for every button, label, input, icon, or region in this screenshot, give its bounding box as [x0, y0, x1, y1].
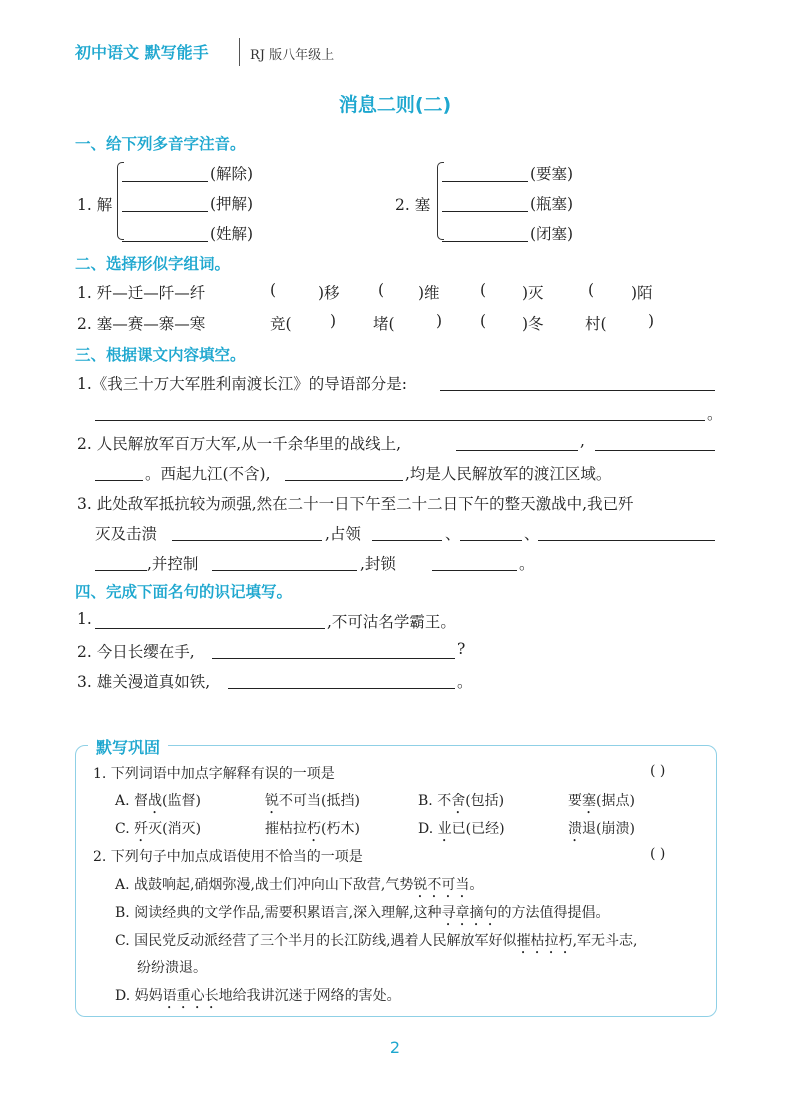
reading-label: (瓶塞) [530, 195, 574, 213]
similar-chars-row: 2. 塞—赛—寨—寒 [77, 315, 206, 333]
header-divider [239, 38, 240, 66]
blank-paren: ( [270, 281, 277, 299]
series-title: 初中语文 默写能手 [75, 43, 209, 62]
edition-label: RJ 版八年级上 [250, 48, 335, 63]
sentence-option-b: B. 阅读经典的文学作品,需要积累语言,深入理解,这种寻章摘句的方法值得提倡。 [115, 905, 610, 921]
reading-label: (要塞) [530, 165, 574, 183]
blank-line [122, 211, 208, 212]
answer-paren: ( ) [650, 763, 666, 779]
option-4: 要塞(据点) [568, 793, 635, 809]
sentence-option-c: C. 国民党反动派经营了三个半月的长江防线,遇着人民解放军好似摧枯拉朽,军无斗志, [115, 933, 638, 949]
blank-paren: ( [480, 312, 487, 330]
blank-word: )灭 [522, 284, 544, 302]
blank-line [372, 540, 442, 541]
page-title: 消息二则(二) [338, 94, 452, 116]
punctuation: 。 [457, 673, 473, 691]
blank-line [442, 211, 528, 212]
fill-text: ,均是人民解放军的渡江区域。 [405, 465, 612, 483]
blank-line [442, 181, 528, 182]
fill-text: ,占领 [325, 525, 361, 543]
option-1: A. 督战(监督) [115, 793, 201, 809]
punctuation: 。 [519, 555, 535, 573]
brace-2 [437, 162, 444, 240]
blank-word: )维 [418, 284, 440, 302]
blank-paren: ) [436, 312, 443, 330]
fill-question-2: 2. 人民解放军百万大军,从一千余华里的战线上, [77, 435, 402, 453]
mc-question-1: 1. 下列词语中加点字解释有误的一项是 [93, 766, 335, 782]
blank-paren: ( [378, 281, 385, 299]
fill-text: 。西起九江(不含), [145, 465, 271, 483]
section-heading-2: 二、选择形似字组词。 [75, 255, 231, 273]
answer-paren: ( ) [650, 846, 666, 862]
punctuation: 、 [445, 525, 461, 543]
blank-line [95, 628, 325, 629]
blank-line [595, 450, 715, 451]
blank-line [212, 658, 455, 659]
punctuation: 。 [707, 405, 723, 423]
mc-question-2: 2. 下列句子中加点成语使用不恰当的一项是 [93, 849, 363, 865]
blank-line [95, 480, 143, 481]
blank-word: )陌 [631, 284, 653, 302]
option-2: 锐不可当(抵挡) [265, 793, 360, 809]
blank-word: 竞( [270, 315, 292, 333]
blank-word: )冬 [522, 315, 544, 333]
blank-paren: ( [480, 281, 487, 299]
q2-character: 2. 塞 [395, 196, 431, 214]
blank-line [440, 390, 715, 391]
blank-line [212, 570, 357, 571]
page-number: 2 [389, 1038, 401, 1057]
reading-label: (闭塞) [530, 225, 574, 243]
famous-line: 2. 今日长缨在手, [77, 643, 195, 661]
blank-word: 堵( [373, 315, 395, 333]
blank-word: )移 [318, 284, 340, 302]
box-label: 默写巩固 [88, 735, 168, 758]
blank-line [432, 570, 517, 571]
blank-line [442, 241, 528, 242]
blank-line [122, 181, 208, 182]
option-6: 摧枯拉朽(朽木) [265, 821, 360, 837]
brace-1 [117, 162, 124, 240]
section-heading-3: 三、根据课文内容填空。 [75, 346, 246, 364]
fill-text: ,并控制 [147, 555, 199, 573]
fill-question-3: 3. 此处敌军抵抗较为顽强,然在二十一日下午至二十二日下午的整天激战中,我已歼 [77, 495, 634, 513]
reading-label: (姓解) [210, 225, 254, 243]
blank-paren: ( [588, 281, 595, 299]
section-heading-1: 一、给下列多音字注音。 [75, 135, 246, 153]
option-3: B. 不舍(包括) [418, 793, 505, 809]
blank-line [228, 688, 455, 689]
fill-text: ,封锁 [360, 555, 396, 573]
blank-word: 村( [585, 315, 607, 333]
option-7: D. 业已(已经) [418, 821, 505, 837]
sentence-option-c-cont: 纷纷溃退。 [137, 960, 207, 976]
punctuation: ? [457, 640, 466, 658]
blank-line [95, 570, 147, 571]
punctuation: , [580, 432, 585, 450]
blank-line [538, 540, 715, 541]
sentence-option-a: A. 战鼓响起,硝烟弥漫,战士们冲向山下敌营,气势锐不可当。 [115, 877, 484, 893]
famous-line: ,不可沽名学霸王。 [327, 613, 456, 631]
blank-line [285, 480, 403, 481]
question-number: 1. [77, 610, 92, 628]
fill-text: 灭及击溃 [95, 525, 158, 543]
option-8: 溃退(崩溃) [568, 821, 635, 837]
reading-label: (解除) [210, 165, 254, 183]
punctuation: 、 [524, 525, 540, 543]
famous-line: 3. 雄关漫道真如铁, [77, 673, 211, 691]
option-5: C. 歼灭(消灭) [115, 821, 202, 837]
similar-chars-row: 1. 歼—迁—阡—纤 [77, 284, 206, 302]
blank-line [95, 420, 705, 421]
blank-line [172, 540, 322, 541]
blank-paren: ) [648, 312, 655, 330]
section-heading-4: 四、完成下面名句的识记填写。 [75, 583, 293, 601]
blank-line [460, 540, 522, 541]
sentence-option-d: D. 妈妈语重心长地给我讲沉迷于网络的害处。 [115, 988, 401, 1004]
fill-question-1: 1.《我三十万大军胜利南渡长江》的导语部分是: [77, 375, 408, 393]
blank-paren: ) [330, 312, 337, 330]
q1-character: 1. 解 [77, 196, 113, 214]
reading-label: (押解) [210, 195, 254, 213]
blank-line [122, 241, 208, 242]
blank-line [456, 450, 578, 451]
